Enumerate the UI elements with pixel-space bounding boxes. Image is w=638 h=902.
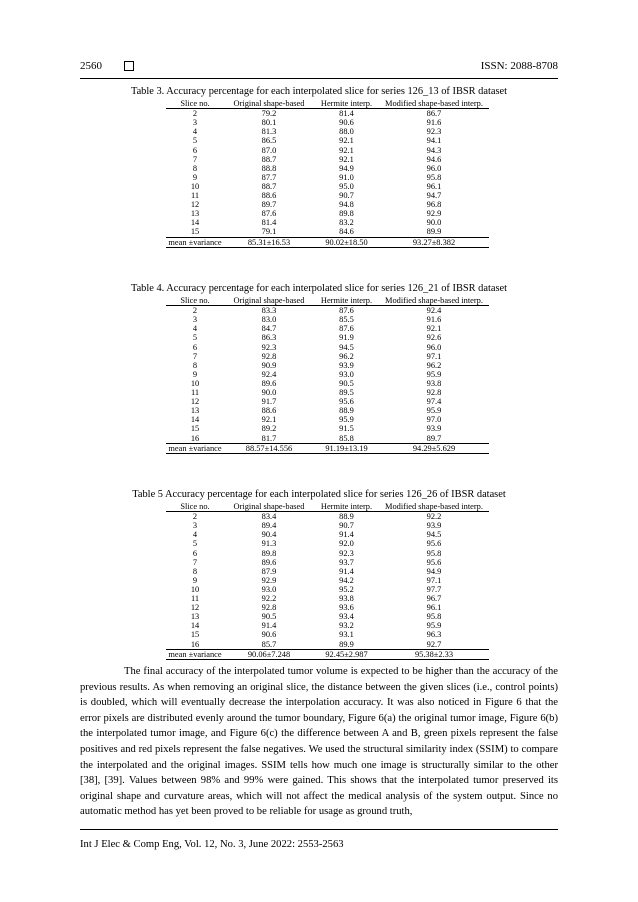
table-3-title: Table 3. Accuracy percentage for each interpolated slice for series 126_13 of IBSR dataset xyxy=(130,86,508,97)
table-row xyxy=(166,434,489,444)
table-cell: 88.7 xyxy=(261,154,277,164)
table-row xyxy=(166,333,489,342)
table-cell: 92.8 xyxy=(261,603,277,613)
table-row xyxy=(166,379,489,388)
table-cell: 93.1 xyxy=(339,630,354,640)
table-cell: 92.8 xyxy=(426,388,442,398)
table-cell: 94.1 xyxy=(426,136,442,146)
table-cell: 93.9 xyxy=(426,424,442,434)
table-row xyxy=(166,155,489,164)
table-cell: 92.2 xyxy=(426,512,442,522)
table-cell: 97.1 xyxy=(426,575,442,585)
table-cell: 15 xyxy=(190,630,200,640)
table-cell: 89.7 xyxy=(261,200,277,210)
table-cell: 96.2 xyxy=(339,351,354,361)
table-cell: 89.6 xyxy=(261,378,277,388)
table-cell: 90.9 xyxy=(261,360,277,370)
table-5 xyxy=(166,502,489,660)
table-cell: 95.6 xyxy=(426,557,442,567)
table-cell: 8 xyxy=(192,566,198,576)
table-row xyxy=(166,118,489,127)
table-cell: 9 xyxy=(192,575,198,585)
table-cell: 87.6 xyxy=(339,306,354,316)
table-cell: 95.8 xyxy=(426,172,442,182)
table-row xyxy=(166,539,489,548)
table-cell: 7 xyxy=(192,557,198,567)
table-cell: 95.9 xyxy=(339,415,354,425)
column-header: Hermite interp. xyxy=(314,502,379,512)
table-cell: 92.9 xyxy=(426,209,442,219)
table-cell: 88.7 xyxy=(261,181,277,191)
table-cell: 15 xyxy=(190,227,200,237)
table-cell: 90.06±7.248 xyxy=(224,649,314,659)
table-cell: 89.9 xyxy=(426,227,442,237)
table-cell: 89.9 xyxy=(339,639,354,649)
table-cell: 93.9 xyxy=(339,360,354,370)
table-cell: 92.3 xyxy=(261,342,277,352)
mean-variance-row xyxy=(166,237,489,247)
table-cell: 92.1 xyxy=(261,415,277,425)
table-cell: 87.0 xyxy=(261,145,277,155)
table-cell: 86.7 xyxy=(426,109,442,119)
table-cell: 4 xyxy=(192,127,198,137)
table-cell: 93.6 xyxy=(339,603,354,613)
table-cell: 93.27±8.382 xyxy=(379,237,489,247)
table-cell: 92.1 xyxy=(426,324,442,334)
table-cell: 87.6 xyxy=(261,209,277,219)
table-cell: 93.7 xyxy=(339,557,354,567)
table-row xyxy=(166,530,489,539)
table-cell: 91.6 xyxy=(426,118,442,128)
table-cell: 95.6 xyxy=(339,397,354,407)
table-cell: 3 xyxy=(192,521,198,531)
table-row xyxy=(166,603,489,612)
table-cell: 9 xyxy=(192,369,198,379)
table-cell: 85.7 xyxy=(261,639,277,649)
table-cell: 95.38±2.33 xyxy=(379,649,489,659)
table-cell: 90.0 xyxy=(426,218,442,228)
table-cell: 93.2 xyxy=(339,621,354,631)
table-row xyxy=(166,621,489,630)
table-row xyxy=(166,315,489,324)
table-cell: 83.2 xyxy=(339,218,354,228)
table-row xyxy=(166,164,489,173)
table-cell: 90.4 xyxy=(261,530,277,540)
header-row xyxy=(166,99,489,109)
table-cell: 91.4 xyxy=(261,621,277,631)
mean-variance-row xyxy=(166,443,489,453)
table-4-title: Table 4. Accuracy percentage for each interpolated slice for series 126_21 of IBSR dataset xyxy=(130,283,508,294)
table-cell: 93.9 xyxy=(426,521,442,531)
table-cell: 87.7 xyxy=(261,172,277,182)
column-header: Slice no. xyxy=(166,99,224,109)
table-cell: 93.8 xyxy=(339,594,354,604)
table-cell: 95.9 xyxy=(426,406,442,416)
table-cell: 16 xyxy=(190,639,200,649)
table-row xyxy=(166,200,489,209)
table-cell: 96.1 xyxy=(426,181,442,191)
table-cell: 11 xyxy=(190,388,200,398)
table-cell: 13 xyxy=(190,406,200,416)
table-cell: 86.5 xyxy=(261,136,277,146)
table-cell: 89.8 xyxy=(261,548,277,558)
table-cell: 96.1 xyxy=(426,603,442,613)
table-row xyxy=(166,512,489,522)
table-cell: 91.5 xyxy=(339,424,354,434)
table-cell: 7 xyxy=(192,351,198,361)
table-cell: 91.4 xyxy=(339,530,354,540)
table-cell: 13 xyxy=(190,209,200,219)
table-cell: 85.8 xyxy=(339,433,354,443)
table-cell: 14 xyxy=(190,415,200,425)
table-row xyxy=(166,361,489,370)
issn-label: ISSN: 2088-8708 xyxy=(480,60,558,72)
table-cell: 97.4 xyxy=(426,397,442,407)
table-row xyxy=(166,324,489,333)
table-cell: 94.29±5.629 xyxy=(379,443,489,453)
table-cell: 10 xyxy=(190,584,200,594)
column-header: Slice no. xyxy=(166,502,224,512)
table-cell: 90.5 xyxy=(261,612,277,622)
table-cell: 88.9 xyxy=(339,512,354,522)
table-5-title: Table 5 Accuracy percentage for each interpolated slice for series 126_26 of IBSR dataset xyxy=(132,489,506,500)
table-cell: 96.0 xyxy=(426,342,442,352)
table-row xyxy=(166,191,489,200)
table-cell: 92.3 xyxy=(339,548,354,558)
table-cell: 87.6 xyxy=(339,324,354,334)
table-cell: 95.6 xyxy=(426,539,442,549)
table-cell: 14 xyxy=(190,621,200,631)
table-cell: 4 xyxy=(192,324,198,334)
table-cell: 80.1 xyxy=(261,118,277,128)
table-cell: 85.5 xyxy=(339,315,354,325)
table-cell: 92.45±2.987 xyxy=(314,649,379,659)
header-row xyxy=(166,502,489,512)
table-cell: 92.9 xyxy=(261,575,277,585)
table-cell: 10 xyxy=(190,378,200,388)
table-cell: 4 xyxy=(192,530,198,540)
table-cell: 96.2 xyxy=(426,360,442,370)
table-row xyxy=(166,343,489,352)
column-header: Modified shape-based interp. xyxy=(379,502,489,512)
table-row xyxy=(166,109,489,119)
page-header xyxy=(80,60,558,80)
table-cell: 91.7 xyxy=(261,397,277,407)
table-row xyxy=(166,218,489,227)
table-cell: 89.7 xyxy=(426,433,442,443)
table-cell: 88.6 xyxy=(261,406,277,416)
table-cell: 2 xyxy=(192,109,198,119)
table-cell: 93.4 xyxy=(339,612,354,622)
column-header: Modified shape-based interp. xyxy=(379,296,489,306)
table-cell: 91.4 xyxy=(339,566,354,576)
table-cell: 94.5 xyxy=(426,530,442,540)
table-cell: 81.3 xyxy=(261,127,277,137)
table-cell: 95.9 xyxy=(426,621,442,631)
table-cell: 12 xyxy=(190,200,200,210)
table-cell: 94.9 xyxy=(339,163,354,173)
table-row xyxy=(166,576,489,585)
table-cell: 5 xyxy=(192,136,198,146)
column-header: Original shape-based xyxy=(224,99,314,109)
table-row xyxy=(166,521,489,530)
table-row xyxy=(166,406,489,415)
table-cell: 2 xyxy=(192,512,198,522)
table-cell: mean ±variance xyxy=(166,649,224,659)
column-header: Original shape-based xyxy=(224,296,314,306)
table-cell: 94.9 xyxy=(426,566,442,576)
table-cell: 6 xyxy=(192,342,198,352)
table-row xyxy=(166,594,489,603)
table-cell: 83.3 xyxy=(261,306,277,316)
table-cell: 92.4 xyxy=(261,369,277,379)
table-cell: 79.1 xyxy=(261,227,277,237)
table-cell: 5 xyxy=(192,539,198,549)
table-cell: 89.2 xyxy=(261,424,277,434)
table-cell: 97.7 xyxy=(426,584,442,594)
table-cell: 91.3 xyxy=(261,539,277,549)
table-cell: 8 xyxy=(192,360,198,370)
table-cell: 6 xyxy=(192,548,198,558)
table-cell: 97.1 xyxy=(426,351,442,361)
table-cell: 97.0 xyxy=(426,415,442,425)
table-cell: 88.6 xyxy=(261,191,277,201)
table-row xyxy=(166,567,489,576)
table-row xyxy=(166,558,489,567)
table-cell: 7 xyxy=(192,154,198,164)
table-cell: 89.8 xyxy=(339,209,354,219)
table-cell: 95.9 xyxy=(426,369,442,379)
column-header: Hermite interp. xyxy=(314,99,379,109)
table-cell: 83.4 xyxy=(261,512,277,522)
table-cell: 93.0 xyxy=(261,584,277,594)
table-cell: 9 xyxy=(192,172,198,182)
table-cell: 91.9 xyxy=(339,333,354,343)
table-cell: 91.6 xyxy=(426,315,442,325)
table-cell: 95.8 xyxy=(426,548,442,558)
table-cell: 90.7 xyxy=(339,191,354,201)
table-row xyxy=(166,306,489,316)
mean-variance-row xyxy=(166,649,489,659)
table-4 xyxy=(166,296,489,454)
table-cell: 94.5 xyxy=(339,342,354,352)
table-cell: 92.2 xyxy=(261,594,277,604)
table-cell: 84.6 xyxy=(339,227,354,237)
table-cell: 90.6 xyxy=(261,630,277,640)
table-cell: 10 xyxy=(190,181,200,191)
table-cell: 84.7 xyxy=(261,324,277,334)
footer-rule xyxy=(80,829,558,830)
table-cell: 81.7 xyxy=(261,433,277,443)
table-cell: 93.0 xyxy=(339,369,354,379)
table-cell: 92.4 xyxy=(426,306,442,316)
table-row xyxy=(166,209,489,218)
table-cell: 89.4 xyxy=(261,521,277,531)
table-cell: 96.0 xyxy=(426,163,442,173)
page-number: 2560 xyxy=(80,60,102,72)
table-cell: 89.6 xyxy=(261,557,277,567)
table-row xyxy=(166,146,489,155)
table-cell: 92.1 xyxy=(339,145,354,155)
table-cell: 3 xyxy=(192,315,198,325)
table-row xyxy=(166,127,489,136)
table-cell: 8 xyxy=(192,163,198,173)
table-cell: 90.02±18.50 xyxy=(314,237,379,247)
table-cell: 93.8 xyxy=(426,378,442,388)
table-cell: 95.2 xyxy=(339,584,354,594)
table-cell: 92.8 xyxy=(261,351,277,361)
table-cell: 13 xyxy=(190,612,200,622)
table-cell: 5 xyxy=(192,333,198,343)
table-cell: 94.6 xyxy=(426,154,442,164)
table-row xyxy=(166,370,489,379)
header-rule xyxy=(80,78,558,79)
table-row xyxy=(166,397,489,406)
square-box-icon xyxy=(124,61,134,71)
table-cell: 12 xyxy=(190,397,200,407)
table-cell: 92.1 xyxy=(339,136,354,146)
table-cell: mean ±variance xyxy=(166,443,224,453)
table-cell: 14 xyxy=(190,218,200,228)
table-cell: 94.2 xyxy=(339,575,354,585)
body-paragraph: The final accuracy of the interpolated tumor volume is expected to be higher than the accuracy of the previous results. As when removing an original slice, the distance between the given slices (i.e., control points) is doubled, which will eventually decrease the interpolation accuracy. It was also noticed in Figure 6 that the error pixels are distributed evenly around the tumor boundary, Figure 6(a) the original tumor image, Figure 6(b) the interpolated tumor image, and Figure 6(c) the difference between A and B, green pixels represent the false positives and red pixels represent the false negatives. We used the structural similarity index (SSIM) to compare the interpolated and the original images. SSIM tells how much one image is structurally similar to the other [38], [39]. Values between 98% and 99% were gained. This shows that the interpolated tumor preserved its original shape and curvature areas, which will not affect the medical analysis of the system output. Since no automatic method has yet been proved to be reliable for usage as ground truth, xyxy=(80,666,558,818)
table-cell: 92.3 xyxy=(426,127,442,137)
table-row xyxy=(166,612,489,621)
table-cell: 12 xyxy=(190,603,200,613)
table-3 xyxy=(166,99,489,248)
table-cell: 94.3 xyxy=(426,145,442,155)
table-cell: 95.0 xyxy=(339,181,354,191)
table-cell: 88.8 xyxy=(261,163,277,173)
table-row xyxy=(166,352,489,361)
table-row xyxy=(166,173,489,182)
table-cell: 6 xyxy=(192,145,198,155)
table-cell: 96.7 xyxy=(426,594,442,604)
table-cell: 92.7 xyxy=(426,639,442,649)
table-row xyxy=(166,227,489,237)
table-cell: 85.31±16.53 xyxy=(224,237,314,247)
table-row xyxy=(166,630,489,639)
column-header: Slice no. xyxy=(166,296,224,306)
footer-citation: Int J Elec & Comp Eng, Vol. 12, No. 3, June 2022: 2553-2563 xyxy=(80,839,344,850)
table-cell: 94.7 xyxy=(426,191,442,201)
table-row xyxy=(166,549,489,558)
table-cell: mean ±variance xyxy=(166,237,224,247)
table-cell: 88.57±14.556 xyxy=(224,443,314,453)
table-cell: 81.4 xyxy=(261,218,277,228)
table-cell: 90.0 xyxy=(261,388,277,398)
table-cell: 89.5 xyxy=(339,388,354,398)
table-cell: 94.8 xyxy=(339,200,354,210)
table-cell: 2 xyxy=(192,306,198,316)
table-cell: 88.0 xyxy=(339,127,354,137)
header-row xyxy=(166,296,489,306)
table-cell: 92.1 xyxy=(339,154,354,164)
table-cell: 90.7 xyxy=(339,521,354,531)
table-cell: 86.3 xyxy=(261,333,277,343)
table-cell: 79.2 xyxy=(261,109,277,119)
table-row xyxy=(166,424,489,433)
table-cell: 11 xyxy=(190,191,200,201)
table-cell: 11 xyxy=(190,594,200,604)
table-row xyxy=(166,182,489,191)
table-cell: 16 xyxy=(190,433,200,443)
table-cell: 92.6 xyxy=(426,333,442,343)
table-cell: 87.9 xyxy=(261,566,277,576)
table-cell: 91.19±13.19 xyxy=(314,443,379,453)
table-cell: 90.6 xyxy=(339,118,354,128)
table-cell: 83.0 xyxy=(261,315,277,325)
column-header: Original shape-based xyxy=(224,502,314,512)
table-row xyxy=(166,585,489,594)
table-cell: 91.0 xyxy=(339,172,354,182)
column-header: Hermite interp. xyxy=(314,296,379,306)
table-cell: 81.4 xyxy=(339,109,354,119)
table-row xyxy=(166,136,489,145)
table-row xyxy=(166,640,489,650)
table-cell: 15 xyxy=(190,424,200,434)
table-cell: 96.8 xyxy=(426,200,442,210)
table-cell: 95.8 xyxy=(426,612,442,622)
table-cell: 92.0 xyxy=(339,539,354,549)
table-cell: 3 xyxy=(192,118,198,128)
table-cell: 96.3 xyxy=(426,630,442,640)
column-header: Modified shape-based interp. xyxy=(379,99,489,109)
table-cell: 88.9 xyxy=(339,406,354,416)
table-row xyxy=(166,388,489,397)
table-row xyxy=(166,415,489,424)
table-cell: 90.5 xyxy=(339,378,354,388)
